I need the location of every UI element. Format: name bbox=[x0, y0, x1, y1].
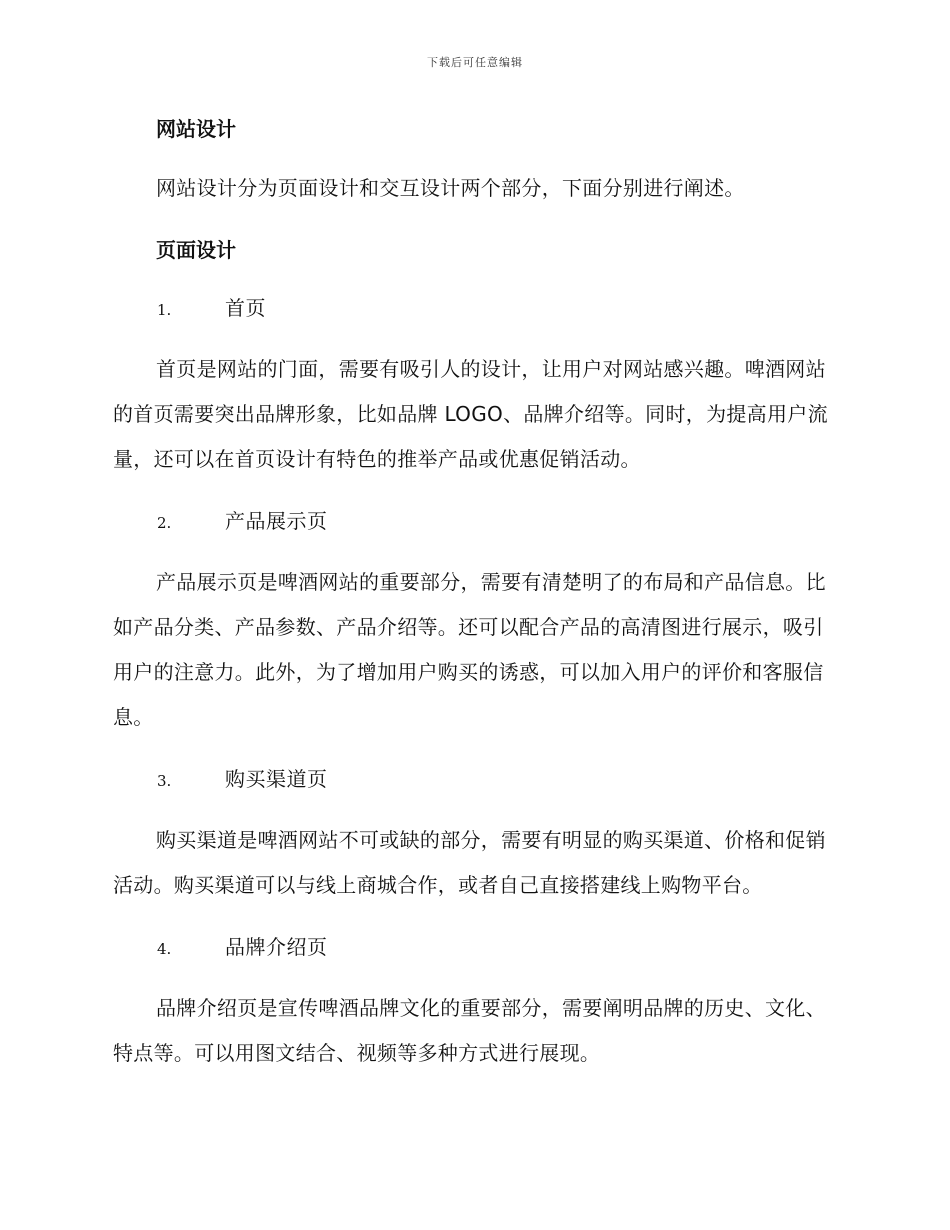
list-item-title: 品牌介绍页 bbox=[225, 935, 328, 959]
list-item-heading bbox=[157, 928, 843, 966]
list-item-title: 产品展示页 bbox=[225, 509, 328, 533]
list-item-heading bbox=[157, 502, 843, 540]
list-item-title: 购买渠道页 bbox=[225, 767, 328, 791]
list-item-paragraph: 购买渠道是啤酒网站不可或缺的部分，需要有明显的购买渠道、价格和促销活动。购买渠道可以与线上商城合作，或者自己直接搭建线上购物平台。 bbox=[113, 828, 826, 897]
section-heading-page-design: 页面设计 bbox=[156, 238, 236, 262]
list-item-paragraph: 首页是网站的门面，需要有吸引人的设计，让用户对网站感兴趣。啤酒网站的首页需要突出品牌形象，比如品牌 LOGO、品牌介绍等。同时，为提高用户流量，还可以在首页设计有特色的推举产品或优惠促销活动。 bbox=[113, 357, 828, 471]
section-heading-site-design: 网站设计 bbox=[156, 117, 236, 141]
list-item-heading bbox=[157, 760, 843, 798]
list-item-number: 4. bbox=[157, 940, 172, 958]
list-item-paragraph: 品牌介绍页是宣传啤酒品牌文化的重要部分，需要阐明品牌的历史、文化、特点等。可以用图文结合、视频等多种方式进行展现。 bbox=[113, 996, 826, 1065]
header-note: 下载后可任意编辑 bbox=[427, 56, 523, 69]
list-item-title: 首页 bbox=[225, 296, 266, 320]
intro-paragraph: 网站设计分为页面设计和交互设计两个部分，下面分别进行阐述。 bbox=[156, 176, 745, 200]
list-item-heading bbox=[157, 289, 843, 327]
document-content bbox=[113, 110, 843, 1076]
list-item-number: 1. bbox=[157, 301, 172, 319]
list-item-number: 2. bbox=[157, 514, 172, 532]
list-item-paragraph: 产品展示页是啤酒网站的重要部分，需要有清楚明了的布局和产品信息。比如产品分类、产品参数、产品介绍等。还可以配合产品的高清图进行展示，吸引用户的注意力。此外，为了增加用户购买的诱惑，可以加入用户的评价和客服信息。 bbox=[113, 570, 826, 729]
list-item-number: 3. bbox=[157, 772, 172, 790]
